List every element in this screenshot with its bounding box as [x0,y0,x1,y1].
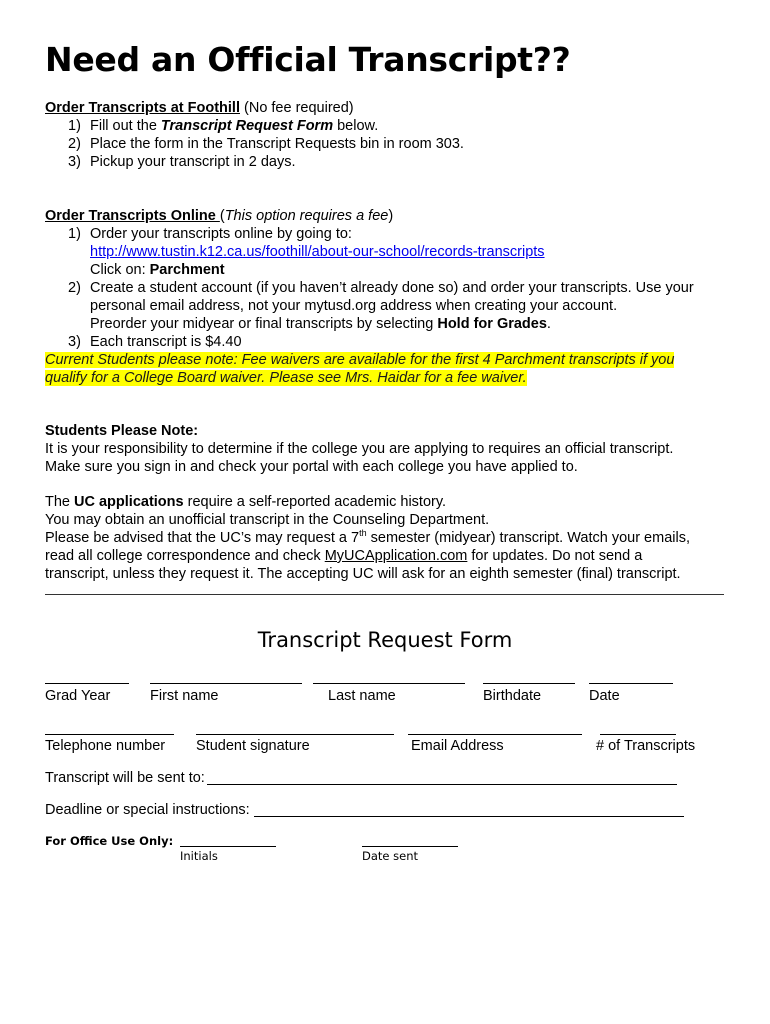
online-heading-line: Order Transcripts Online (This option requires a fee) [45,208,394,224]
first-name-label: First name [150,688,219,704]
uc-line-3: Please be advised that the UC’s may request a 7th semester (midyear) transcript. Watch your emails, [45,528,690,546]
grad-year-label: Grad Year [45,688,111,704]
last-name-field[interactable] [313,683,465,684]
online-step-2-line-3: Preorder your midyear or final transcripts by selecting Hold for Grades. [90,316,551,332]
foothill-step-2: 2) Place the form in the Transcript Requests bin in room 303. [68,136,464,152]
foothill-heading: Order Transcripts at Foothill [45,100,240,116]
telephone-field[interactable] [45,734,174,735]
uc-line-1: The UC applications require a self-reported academic history. [45,494,447,510]
deadline-field[interactable] [254,816,684,817]
page-title: Need an Official Transcript?? [45,40,571,79]
form-title: Transcript Request Form [257,628,513,652]
deadline-label: Deadline or special instructions: [45,802,250,818]
fee-waiver-note-line-1: Current Students please note: Fee waivers are available for the first 4 Parchment transcripts if you [45,352,675,368]
transcript-count-label: # of Transcripts [596,738,696,754]
date-field[interactable] [589,683,673,684]
uc-line-4: read all college correspondence and check MyUCApplication.com for updates. Do not send a [45,548,643,564]
uc-applications: UC applications [74,494,184,510]
click-on-parchment: Click on: Parchment [90,262,225,278]
online-step-2: 2) Create a student account (if you haven’t already done so) and order your transcripts. Use your [68,280,694,296]
foothill-heading-line [45,99,354,117]
initials-label: Initials [180,849,218,863]
sent-to-field[interactable] [207,784,677,785]
online-step-3: 3) Each transcript is $4.40 [68,334,242,350]
student-signature-label: Student signature [196,738,310,754]
grad-year-field[interactable] [45,683,129,684]
first-name-field[interactable] [150,683,302,684]
students-note-line-1: It is your responsibility to determine if the college you are applying to requires an official transcript. [45,441,674,457]
students-note-heading: Students Please Note: [45,423,199,439]
parchment-label: Parchment [149,262,225,278]
online-step-1: 1) Order your transcripts online by going to: [68,226,352,242]
online-heading: Order Transcripts Online [45,208,220,224]
birthdate-label: Birthdate [483,688,542,704]
office-use-label: For Office Use Only: [45,834,174,848]
foothill-step-3: 3) Pickup your transcript in 2 days. [68,154,296,170]
last-name-label: Last name [328,688,396,704]
records-transcripts-link[interactable]: http://www.tustin.k12.ca.us/foothill/about-our-school/records-transcripts [90,244,545,260]
date-label: Date [589,688,620,704]
section-divider [45,594,724,595]
foothill-note: (No fee required) [244,100,354,116]
email-address-field[interactable] [408,734,582,735]
foothill-step-1: 1) Fill out the Transcript Request Form below. [68,118,379,134]
myucapplication-link[interactable]: MyUCApplication.com [324,548,468,564]
initials-field[interactable] [180,846,276,847]
student-signature-field[interactable] [196,734,394,735]
uc-line-2: You may obtain an unofficial transcript in the Counseling Department. [45,512,490,528]
form-name-emphasis: Transcript Request Form [160,118,334,134]
fee-waiver-note-line-2: qualify for a College Board waiver. Please see Mrs. Haidar for a fee waiver. [45,370,527,386]
birthdate-field[interactable] [483,683,575,684]
telephone-label: Telephone number [45,738,166,754]
uc-line-5: transcript, unless they request it. The accepting UC will ask for an eighth semester (final) transcript. [45,566,681,582]
email-address-label: Email Address [411,738,504,754]
online-fee-note: This option requires a fee [224,208,389,224]
date-sent-field[interactable] [362,846,458,847]
hold-for-grades: Hold for Grades [437,316,547,332]
sent-to-label: Transcript will be sent to: [45,770,205,786]
students-note-line-2: Make sure you sign in and check your portal with each college you have applied to. [45,459,578,475]
transcript-count-field[interactable] [600,734,676,735]
date-sent-label: Date sent [362,849,419,863]
online-step-2-line-2: personal email address, not your mytusd.org address when creating your account. [90,298,618,314]
